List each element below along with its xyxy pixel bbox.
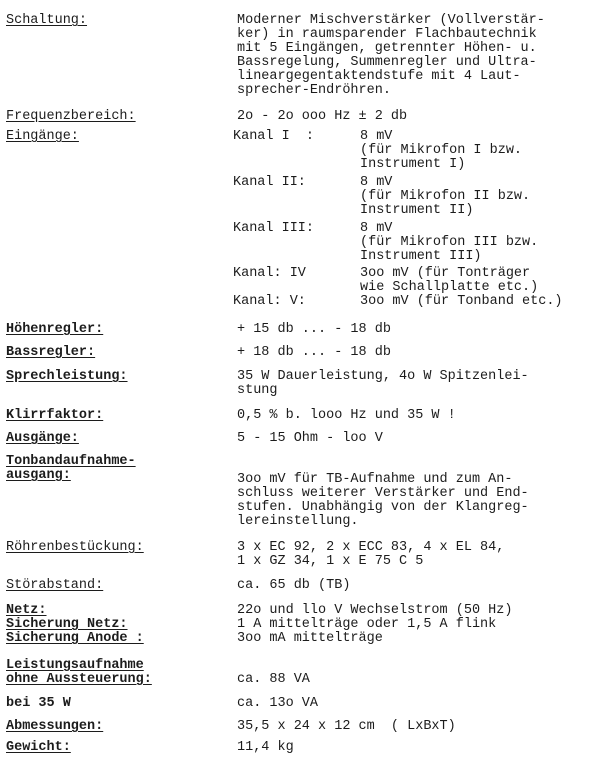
ausgaenge-label: Ausgänge:	[6, 431, 79, 446]
tonband-label-line-2: ausgang:	[6, 468, 71, 483]
tonband-label-line-1: Tonbandaufnahme-	[6, 454, 136, 469]
kanal5-line-1: 3oo mV (für Tonband etc.)	[360, 294, 563, 309]
schaltung-line-6: sprecher-Endröhren.	[237, 83, 391, 98]
kanal2-line-2: (für Mikrofon II bzw.	[360, 189, 531, 204]
sicherung-netz-value: 1 A mittelträge oder 1,5 A flink	[237, 617, 497, 632]
kanal1-line-1: 8 mV	[360, 129, 393, 144]
kanal3-line-1: 8 mV	[360, 221, 393, 236]
netz-label: Netz:	[6, 603, 47, 618]
tonband-line-2: schluss weiterer Verstärker und End-	[237, 486, 529, 501]
roehren-label: Röhrenbestückung:	[6, 540, 144, 555]
klirrfaktor-label: Klirrfaktor:	[6, 408, 104, 423]
leistungsaufnahme-label-line-1: Leistungsaufnahme	[6, 658, 144, 673]
abmessungen-value: 35,5 x 24 x 12 cm ( LxBxT)	[237, 719, 456, 734]
ausgaenge-value: 5 - 15 Ohm - loo V	[237, 431, 383, 446]
sprechleistung-line-1: 35 W Dauerleistung, 4o W Spitzenlei-	[237, 369, 529, 384]
gewicht-value: 11,4 kg	[237, 740, 294, 755]
frequenzbereich-label: Frequenzbereich:	[6, 109, 136, 124]
tonband-line-3: stufen. Unabhängig von der Klangreg-	[237, 500, 529, 515]
bei35w-value: ca. 13o VA	[237, 696, 319, 711]
stoerabstand-label: Störabstand:	[6, 578, 104, 593]
kanal1-line-2: (für Mikrofon I bzw.	[360, 143, 523, 158]
netz-value: 22o und llo V Wechselstrom (50 Hz)	[237, 603, 513, 618]
bei35w-label: bei 35 W	[6, 696, 71, 711]
sprechleistung-line-2: stung	[237, 383, 278, 398]
kanal2-line-3: Instrument II)	[360, 203, 474, 218]
tonband-line-1: 3oo mV für TB-Aufnahme und zum An-	[237, 472, 513, 487]
sicherung-netz-label: Sicherung Netz:	[6, 617, 128, 632]
kanal1-line-3: Instrument I)	[360, 157, 466, 172]
leistungsaufnahme-value: ca. 88 VA	[237, 672, 310, 687]
stoerabstand-value: ca. 65 db (TB)	[237, 578, 351, 593]
schaltung-label: Schaltung:	[6, 13, 88, 28]
klirrfaktor-value: 0,5 % b. looo Hz und 35 W !	[237, 408, 456, 423]
abmessungen-label: Abmessungen:	[6, 719, 104, 734]
kanal3-name: Kanal III:	[233, 221, 315, 236]
leistungsaufnahme-label-line-2: ohne Aussteuerung:	[6, 672, 152, 687]
kanal3-line-2: (für Mikrofon III bzw.	[360, 235, 539, 250]
kanal3-line-3: Instrument III)	[360, 249, 482, 264]
sicherung-anode-value: 3oo mA mittelträge	[237, 631, 383, 646]
bassregler-value: + 18 db ... - 18 db	[237, 345, 391, 360]
eingaenge-label: Eingänge:	[6, 129, 79, 144]
hoehenregler-label: Höhenregler:	[6, 322, 104, 337]
schaltung-line-1: Moderner Mischverstärker (Vollverstär-	[237, 13, 545, 28]
kanal2-name: Kanal II:	[233, 175, 306, 190]
schaltung-line-3: mit 5 Eingängen, getrennter Höhen- u.	[237, 41, 537, 56]
tonband-line-4: lereinstellung.	[237, 514, 359, 529]
kanal5-name: Kanal: V:	[233, 294, 306, 309]
kanal4-line-1: 3oo mV (für Tonträger	[360, 266, 531, 281]
frequenzbereich-value: 2o - 2o ooo Hz ± 2 db	[237, 109, 408, 124]
schaltung-line-5: lineargegentaktendstufe mit 4 Laut-	[237, 69, 521, 84]
roehren-line-1: 3 x EC 92, 2 x ECC 83, 4 x EL 84,	[237, 540, 505, 555]
roehren-line-2: 1 x GZ 34, 1 x E 75 C 5	[237, 554, 424, 569]
schaltung-line-4: Bassregelung, Summenregler und Ultra-	[237, 55, 537, 70]
sicherung-anode-label: Sicherung Anode :	[6, 631, 144, 646]
bassregler-label: Bassregler:	[6, 345, 96, 360]
gewicht-label: Gewicht:	[6, 740, 71, 755]
kanal4-line-2: wie Schallplatte etc.)	[360, 280, 539, 295]
kanal2-line-1: 8 mV	[360, 175, 393, 190]
schaltung-line-2: ker) in raumsparender Flachbautechnik	[237, 27, 537, 42]
kanal4-name: Kanal: IV	[233, 266, 306, 281]
kanal1-name: Kanal I :	[233, 129, 315, 144]
sprechleistung-label: Sprechleistung:	[6, 369, 128, 384]
hoehenregler-value: + 15 db ... - 18 db	[237, 322, 391, 337]
